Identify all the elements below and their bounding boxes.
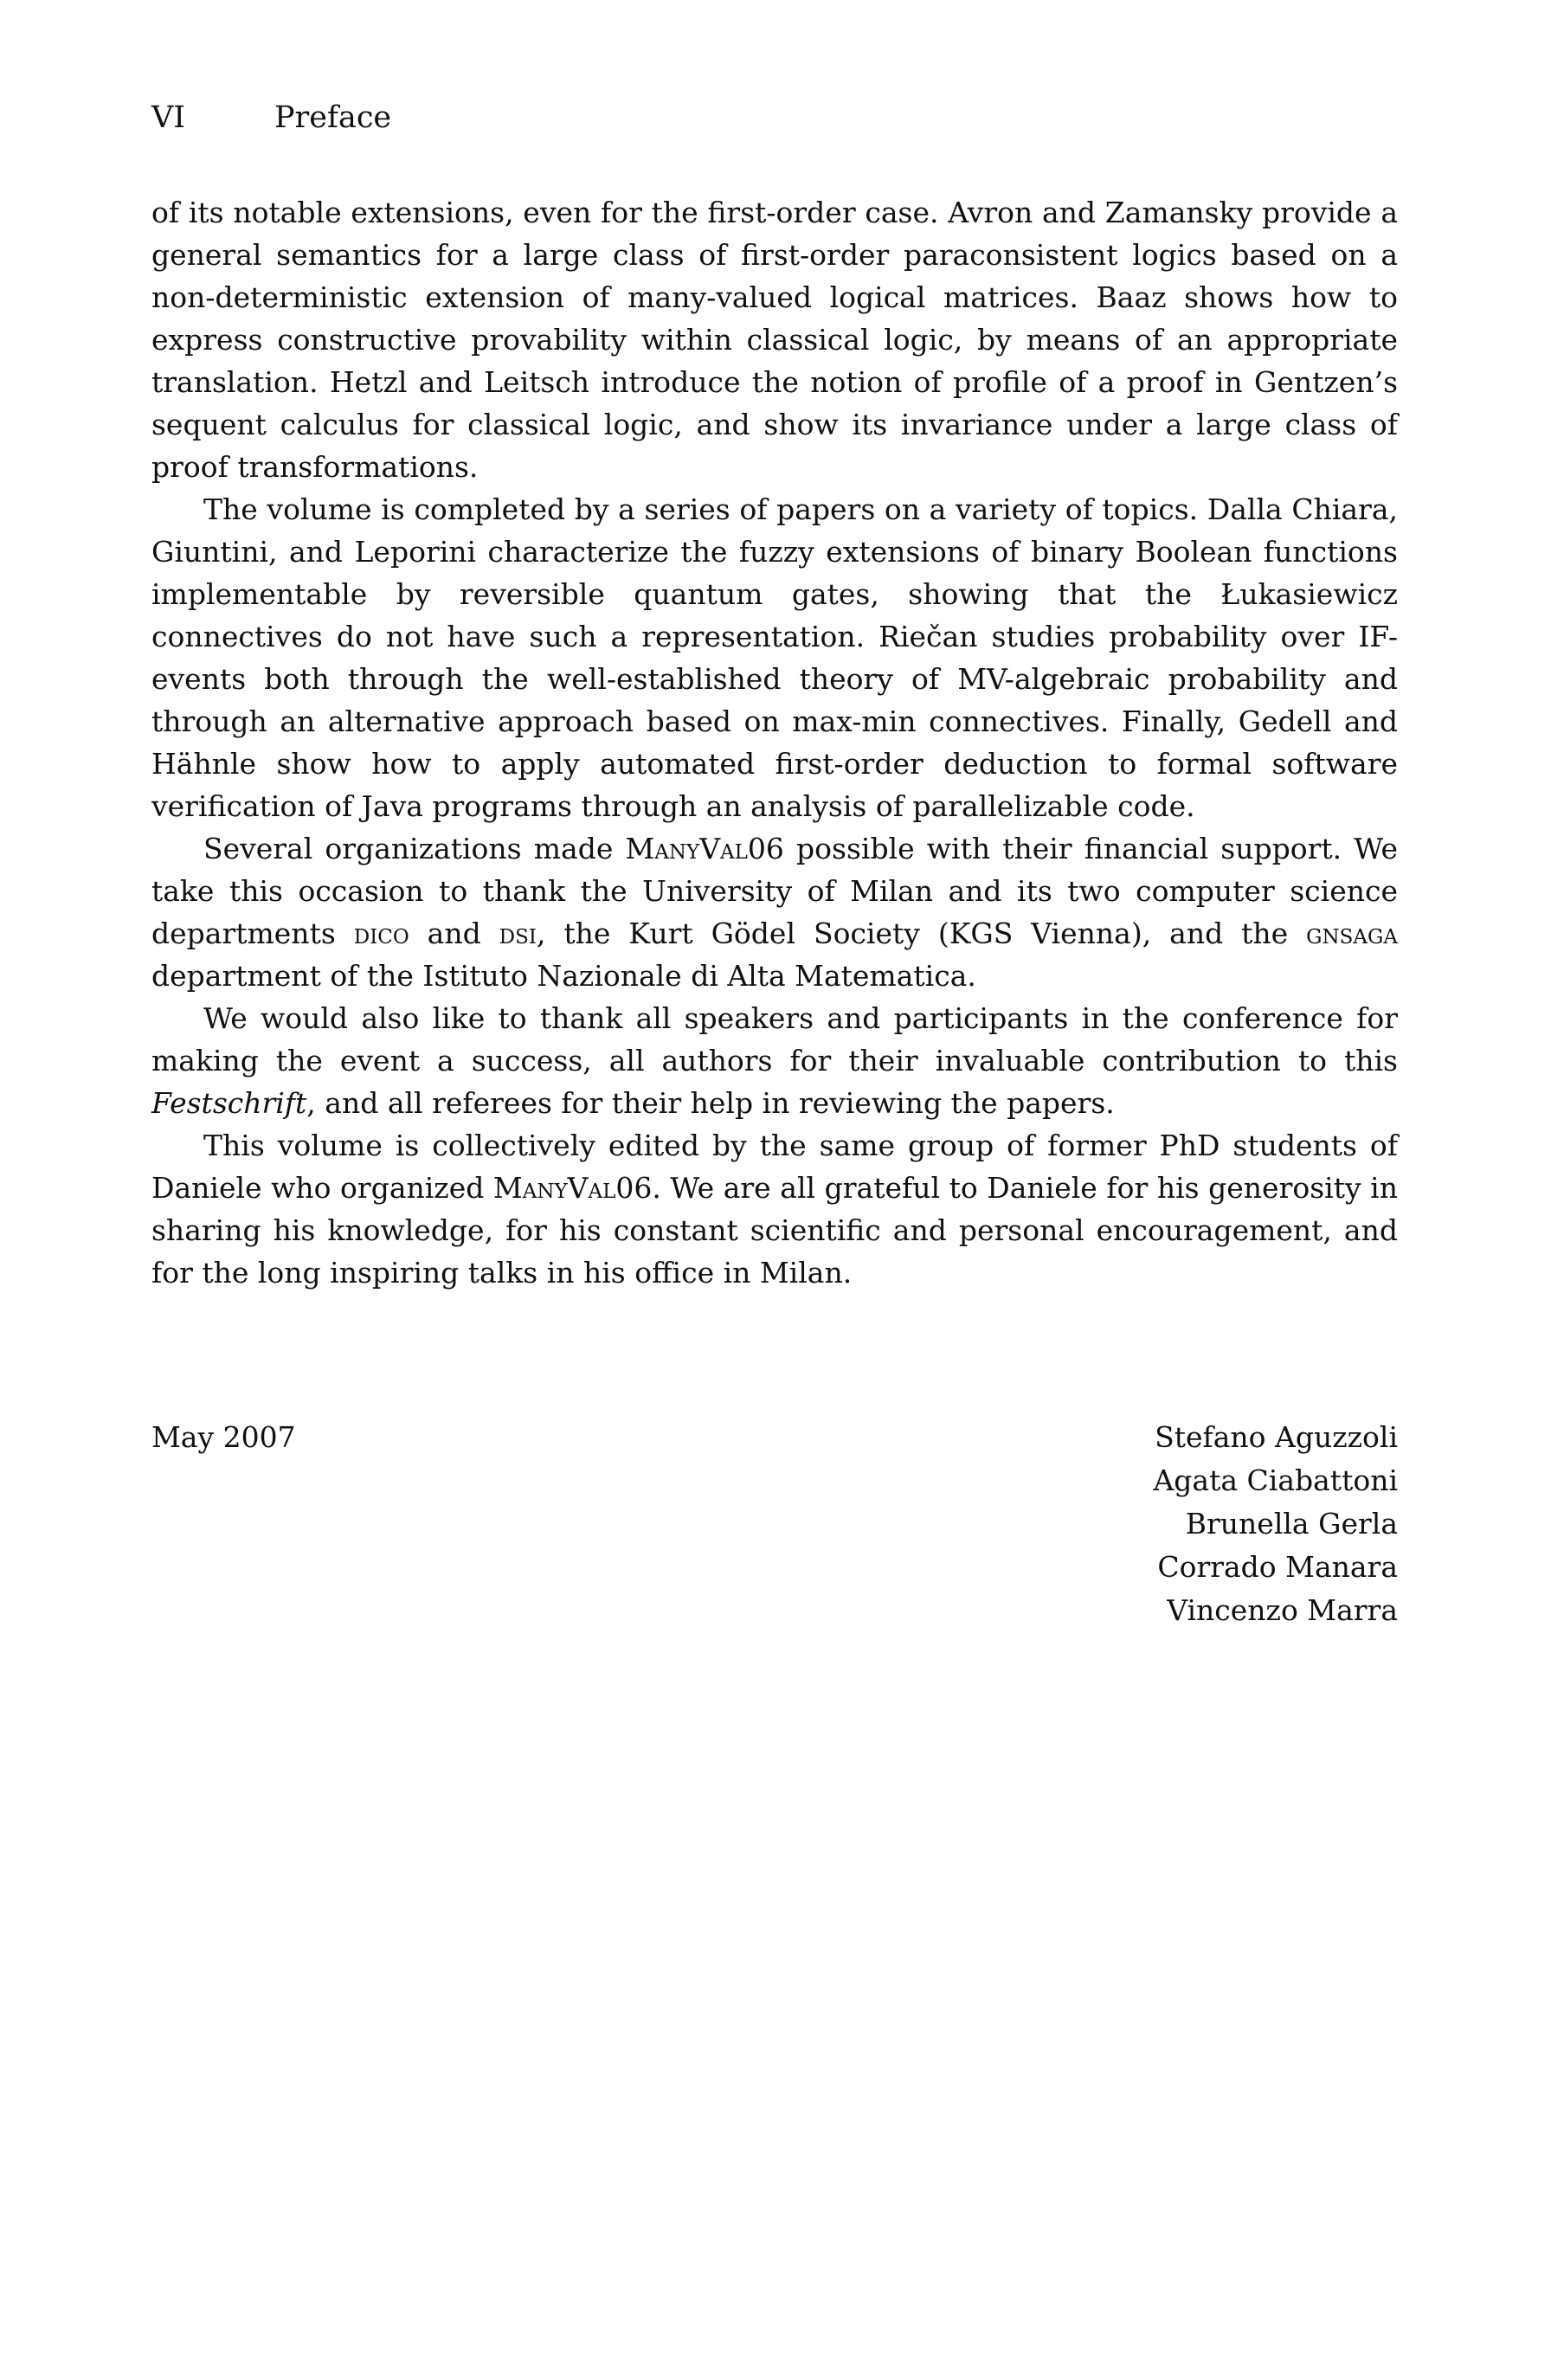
running-header xyxy=(151,97,391,138)
paragraph-topics: The volume is completed by a series of papers on a variety of topics. Dalla Chiara, Giuntini, and Leporini characterize the fuzzy extensions of binary Boolean functions implementable by reversible quantum gates, showing that the Łukasiewicz connectives do not have such a representation. Riečan studies probability over IF-events both through the well-established theory of MV-algebraic probability and through an alternative approach based on max-min connectives. Finally, Gedell and Hähnle show how to apply automated first-order deduction to formal software verification of Java programs through an analysis of parallelizable code. xyxy=(151,492,1398,823)
editor-name: Brunella Gerla xyxy=(1185,1507,1398,1541)
editor-list xyxy=(1153,1416,1398,1632)
paragraph-thanks: We would also like to thank all speakers and participants in the conference for making the event a success, all authors for their invaluable contribution to this Festschrift, and all referees for their help in reviewing the papers. xyxy=(151,1001,1398,1120)
running-title: Preface xyxy=(274,100,392,135)
paragraph-continued: of its notable extensions, even for the first-order case. Avron and Zamansky provide a general semantics for a large class of first-order paraconsistent logics based on a non-deterministic extension of many-valued logical matrices. Baaz shows how to express constructive provability within classical logic, by means of an appropriate translation. Hetzl and Leitsch introduce the notion of profile of a proof in Gentzen’s sequent calculus for classical logic, and show its invariance under a large class of proof transformations. xyxy=(151,196,1398,484)
paragraph-editors: This volume is collectively edited by the same group of former PhD students of Daniele who organized ManyVal06. We are all grateful to Daniele for his generosity in sharing his knowledge, for his constant scientific and personal encouragement, and for the long inspiring talks in his office in Milan. xyxy=(151,1129,1398,1290)
preface-body xyxy=(151,191,1398,1294)
department-dsi: dsi xyxy=(499,917,537,950)
editor-name: Corrado Manara xyxy=(1157,1550,1398,1584)
editor-name: Vincenzo Marra xyxy=(1167,1593,1398,1627)
conference-name: ManyVal06 xyxy=(492,1171,653,1205)
conference-name: ManyVal06 xyxy=(625,832,784,865)
festschrift-emphasis: Festschrift xyxy=(151,1086,307,1120)
editor-name: Stefano Aguzzoli xyxy=(1155,1420,1398,1454)
department-gnsaga: gnsaga xyxy=(1306,917,1399,950)
page-number: VI xyxy=(151,100,186,135)
signature-date: May 2007 xyxy=(151,1420,296,1454)
department-dico: dico xyxy=(353,917,409,950)
paragraph-sponsors: Several organizations made ManyVal06 possible with their financial support. We take this occasion to thank the University of Milan and its two computer science departments dico and dsi, the Kurt Gödel Society (KGS Vienna), and the gnsaga department of the Istituto Nazionale di Alta Matematica. xyxy=(151,832,1399,993)
editor-name: Agata Ciabattoni xyxy=(1153,1463,1398,1497)
